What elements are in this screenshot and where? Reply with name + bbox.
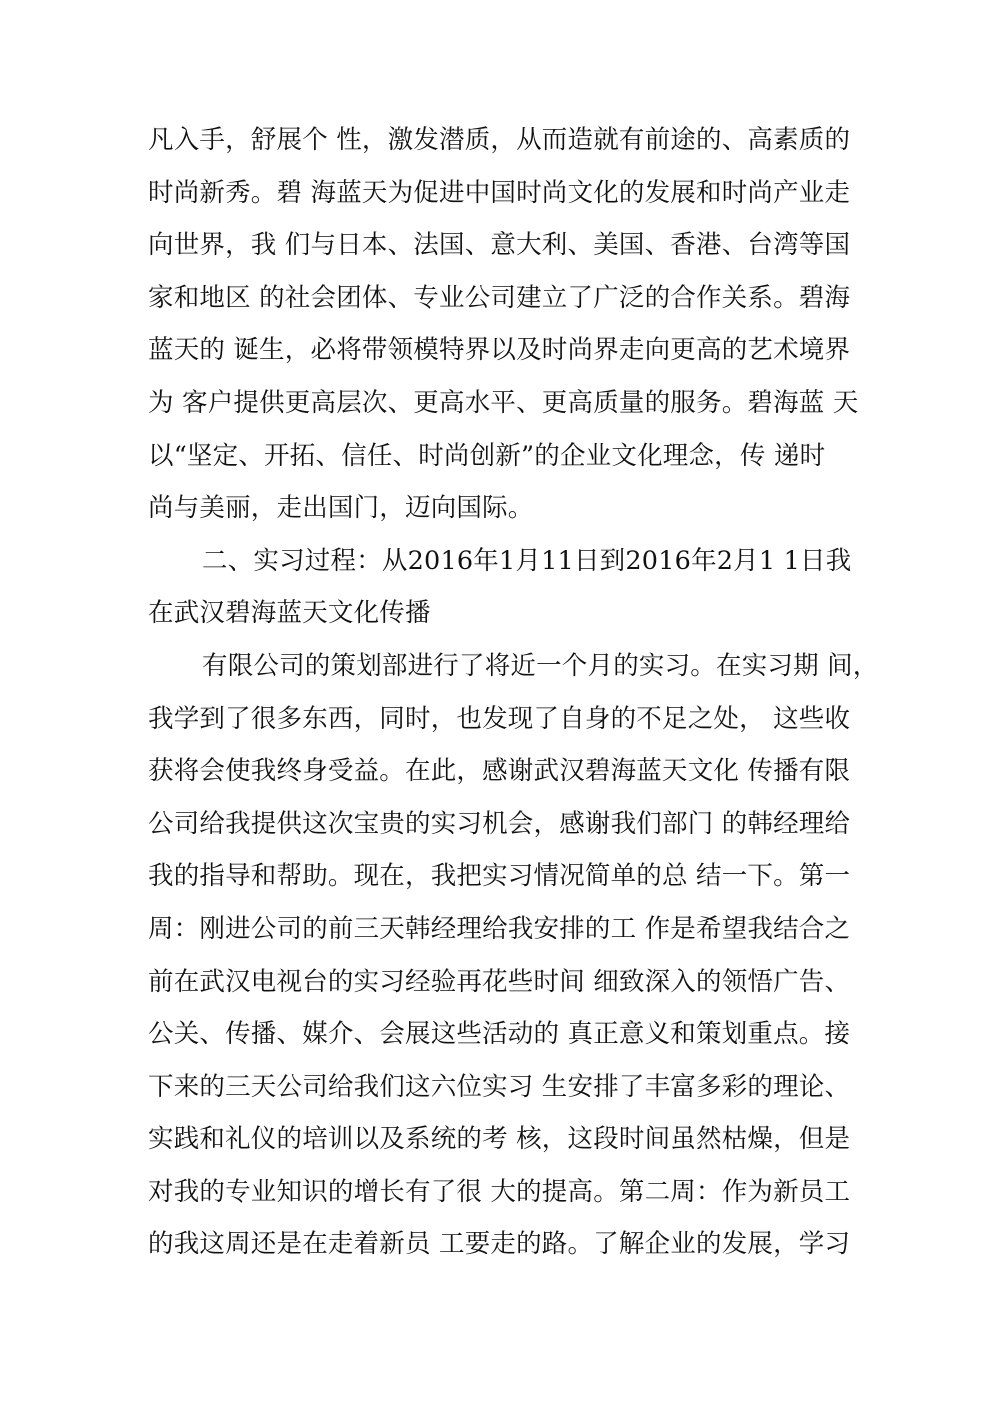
text-line-20: 实践和礼仪的培训以及系统的考 核，这段时间虽然枯燥，但是 xyxy=(148,1124,851,1155)
text-line-18: 公关、传播、媒介、会展这些活动的 真正意义和策划重点。接 xyxy=(148,1019,851,1050)
text-line-13: 获将会使我终身受益。在此，感谢武汉碧海蓝天文化 传播有限 xyxy=(148,756,851,787)
text-line-8: 尚与美丽，走出国门，迈向国际。 xyxy=(148,493,534,524)
text-line-15: 我的指导和帮助。现在，我把实习情况简单的总 结一下。第一 xyxy=(148,861,851,892)
text-line-17: 前在武汉电视台的实习经验再花些时间 细致深入的领悟广告、 xyxy=(148,966,851,997)
body-text xyxy=(148,118,879,1275)
text-line-14: 公司给我提供这次宝贵的实习机会，感谢我们部门 的韩经理给 xyxy=(148,808,851,839)
text-line-2: 时尚新秀。碧 海蓝天为促进中国时尚文化的发展和时尚产业走 xyxy=(148,177,851,208)
paragraph-start-line: 有限公司的策划部进行了将近一个月的实习。在实习期 间， xyxy=(202,650,879,681)
section-heading-internship-process: 二、实习过程：从2016年1月11日到2016年2月1 1日我 xyxy=(202,545,852,576)
text-line-1: 凡入手，舒展个 性，激发潜质，从而造就有前途的、高素质的 xyxy=(148,125,851,155)
text-line-5: 蓝天的 诞生，必将带领模特界以及时尚界走向更高的艺术境界 xyxy=(148,335,851,366)
text-line-3: 向世界，我 们与日本、法国、意大利、美国、香港、台湾等国 xyxy=(148,230,851,261)
text-line-19: 下来的三天公司给我们这六位实习 生安排了丰富多彩的理论、 xyxy=(148,1071,851,1102)
text-line-7: 以“坚定、开拓、信任、时尚创新”的企业文化理念，传 递时 xyxy=(148,440,826,471)
text-line-10: 在武汉碧海蓝天文化传播 xyxy=(148,598,431,629)
text-line-22: 的我这周还是在走着新员 工要走的路。了解企业的发展，学习 xyxy=(148,1229,851,1260)
text-line-21: 对我的专业知识的增长有了很 大的提高。第二周：作为新员工 xyxy=(148,1176,851,1207)
text-line-4: 家和地区 的社会团体、专业公司建立了广泛的合作关系。碧海 xyxy=(148,282,851,313)
text-line-16: 周：刚进公司的前三天韩经理给我安排的工 作是希望我结合之 xyxy=(148,913,851,944)
text-line-12: 我学到了很多东西，同时，也发现了自身的不足之处， 这些收 xyxy=(148,703,851,734)
text-line-6: 为 客户提供更高层次、更高水平、更高质量的服务。碧海蓝 天 xyxy=(148,387,859,418)
